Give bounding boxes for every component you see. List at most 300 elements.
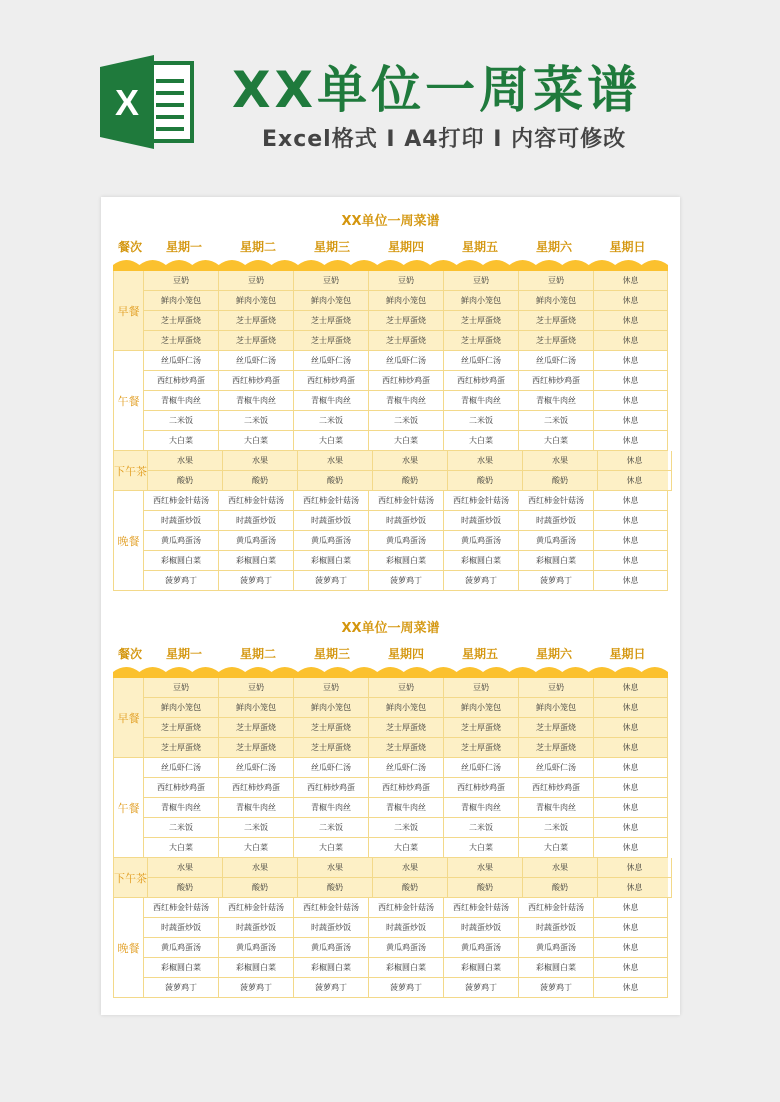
meal-label: 下午茶 [114,451,148,491]
meal-section [114,758,668,858]
dish-cell: 豆奶 [219,678,294,698]
dish-cell: 芝士厚蛋烧 [444,331,519,351]
table-row [144,411,668,431]
dish-cell: 黄瓜鸡蛋汤 [144,531,219,551]
dish-cell: 二米饭 [519,818,594,838]
table-row [144,838,668,858]
dish-cell: 休息 [594,778,668,798]
dish-cell: 芝士厚蛋烧 [219,331,294,351]
dish-cell: 丝瓜虾仁汤 [219,351,294,371]
meal-label: 早餐 [114,271,144,351]
dish-cell: 芝士厚蛋烧 [519,738,594,758]
menu-grid [113,678,668,998]
dish-cell: 休息 [594,938,668,958]
dish-cell: 丝瓜虾仁汤 [144,351,219,371]
dish-cell: 休息 [594,411,668,431]
dish-cell: 休息 [594,431,668,451]
menu-title: XX单位一周菜谱 [341,214,440,229]
table-row [144,738,668,758]
meal-section [114,858,668,898]
table-row [144,818,668,838]
dish-cell: 西红柿炒鸡蛋 [294,778,369,798]
meal-section [114,351,668,451]
dish-cell: 彩椒圆白菜 [144,551,219,571]
dish-cell: 豆奶 [519,678,594,698]
dish-cell: 鲜肉小笼包 [294,698,369,718]
dish-cell: 休息 [594,978,668,998]
header-day: 星期四 [387,646,424,661]
dish-cell: 时蔬蛋炒饭 [144,918,219,938]
header-day: 星期三 [313,646,350,661]
dish-cell: 芝士厚蛋烧 [219,718,294,738]
dish-cell: 时蔬蛋炒饭 [369,918,444,938]
dish-cell: 西红柿炒鸡蛋 [294,371,369,391]
header-day: 星期六 [535,239,572,254]
dish-cell: 芝士厚蛋烧 [294,331,369,351]
dish-cell: 时蔬蛋炒饭 [519,918,594,938]
dish-cell: 休息 [598,878,672,898]
dish-cell: 鲜肉小笼包 [219,698,294,718]
dish-cell: 芝士厚蛋烧 [444,311,519,331]
dish-cell: 西红柿炒鸡蛋 [219,778,294,798]
dish-cell: 酸奶 [223,471,298,491]
table-row [144,391,668,411]
dish-cell: 时蔬蛋炒饭 [144,511,219,531]
dish-cell: 丝瓜虾仁汤 [294,758,369,778]
dish-cell: 休息 [594,838,668,858]
dish-cell: 青椒牛肉丝 [519,391,594,411]
dish-cell: 水果 [223,858,298,878]
dish-cell: 芝士厚蛋烧 [219,738,294,758]
dish-cell: 西红柿金针菇汤 [144,898,219,918]
meal-section [114,491,668,591]
dish-cell: 鲜肉小笼包 [444,698,519,718]
dish-cell: 彩椒圆白菜 [219,958,294,978]
header-day: 星期三 [313,239,350,254]
dish-cell: 芝士厚蛋烧 [144,331,219,351]
meal-label: 午餐 [114,758,144,858]
dish-cell: 水果 [298,858,373,878]
dish-cell: 黄瓜鸡蛋汤 [294,938,369,958]
dish-cell: 休息 [594,311,668,331]
dish-cell: 芝士厚蛋烧 [519,718,594,738]
dish-cell: 休息 [594,531,668,551]
table-row [144,938,668,958]
excel-icon [100,55,196,149]
dish-cell: 黄瓜鸡蛋汤 [369,531,444,551]
dish-cell: 大白菜 [219,431,294,451]
dish-cell: 西红柿金针菇汤 [294,898,369,918]
header-day: 星期一 [165,646,202,661]
dish-cell: 彩椒圆白菜 [144,958,219,978]
header-day: 星期五 [461,646,498,661]
dish-cell: 鲜肉小笼包 [444,291,519,311]
table-row [144,718,668,738]
dish-cell: 丝瓜虾仁汤 [444,351,519,371]
dish-cell: 西红柿炒鸡蛋 [369,778,444,798]
dish-cell: 时蔬蛋炒饭 [444,511,519,531]
dish-cell: 西红柿金针菇汤 [369,491,444,511]
dish-cell: 鲜肉小笼包 [144,698,219,718]
dish-cell: 彩椒圆白菜 [519,551,594,571]
dish-cell: 水果 [298,451,373,471]
dish-cell: 休息 [594,718,668,738]
dish-cell: 休息 [594,351,668,371]
dish-cell: 时蔬蛋炒饭 [444,918,519,938]
dish-cell: 二米饭 [369,411,444,431]
dish-cell: 鲜肉小笼包 [219,291,294,311]
dish-cell: 豆奶 [444,271,519,291]
dish-cell: 大白菜 [369,838,444,858]
dish-cell: 丝瓜虾仁汤 [294,351,369,371]
dish-cell: 西红柿炒鸡蛋 [444,778,519,798]
dish-cell: 休息 [594,958,668,978]
page-title: XX单位一周菜谱 [232,61,642,119]
dish-cell: 大白菜 [294,431,369,451]
table-row [144,531,668,551]
dish-cell: 芝士厚蛋烧 [369,738,444,758]
dish-cell: 彩椒圆白菜 [294,958,369,978]
dish-cell: 西红柿炒鸡蛋 [444,371,519,391]
dish-cell: 西红柿炒鸡蛋 [369,371,444,391]
dish-cell: 菠萝鸡丁 [294,571,369,591]
dish-cell: 彩椒圆白菜 [219,551,294,571]
dish-cell: 西红柿炒鸡蛋 [144,371,219,391]
dish-cell: 大白菜 [519,838,594,858]
dish-cell: 芝士厚蛋烧 [294,738,369,758]
table-row [144,331,668,351]
dish-cell: 休息 [594,371,668,391]
banner [0,0,780,195]
dish-cell: 二米饭 [294,818,369,838]
excel-icon-letter: X [114,82,140,123]
dish-cell: 青椒牛肉丝 [369,798,444,818]
table-row [144,311,668,331]
dish-cell: 彩椒圆白菜 [519,958,594,978]
dish-cell: 菠萝鸡丁 [444,571,519,591]
dish-cell: 菠萝鸡丁 [519,978,594,998]
dish-cell: 休息 [594,391,668,411]
dish-cell: 酸奶 [148,471,223,491]
dish-cell: 芝士厚蛋烧 [144,718,219,738]
dish-cell: 豆奶 [144,678,219,698]
dish-cell: 时蔬蛋炒饭 [219,918,294,938]
dish-cell: 菠萝鸡丁 [294,978,369,998]
meal-section [114,678,668,758]
dish-cell: 水果 [448,858,523,878]
dish-cell: 休息 [594,898,668,918]
document-page [101,197,680,1015]
dish-cell: 酸奶 [448,471,523,491]
dish-cell: 休息 [594,271,668,291]
dish-cell: 休息 [598,858,672,878]
dish-cell: 酸奶 [523,471,598,491]
dish-cell: 鲜肉小笼包 [519,698,594,718]
dish-cell: 青椒牛肉丝 [519,798,594,818]
dish-cell: 时蔬蛋炒饭 [369,511,444,531]
dish-cell: 豆奶 [144,271,219,291]
dish-cell: 芝士厚蛋烧 [144,311,219,331]
dish-cell: 西红柿炒鸡蛋 [519,778,594,798]
dish-cell: 二米饭 [369,818,444,838]
dish-cell: 青椒牛肉丝 [294,798,369,818]
header-day: 星期六 [535,646,572,661]
dish-cell: 菠萝鸡丁 [444,978,519,998]
dish-cell: 芝士厚蛋烧 [294,311,369,331]
dish-cell: 丝瓜虾仁汤 [369,758,444,778]
menu-table [113,211,668,591]
table-row [144,758,668,778]
dish-cell: 休息 [594,571,668,591]
dish-cell: 丝瓜虾仁汤 [519,351,594,371]
dish-cell: 二米饭 [519,411,594,431]
dish-cell: 菠萝鸡丁 [144,978,219,998]
dish-cell: 芝士厚蛋烧 [144,738,219,758]
dish-cell: 黄瓜鸡蛋汤 [519,531,594,551]
dish-cell: 菠萝鸡丁 [369,571,444,591]
dish-cell: 豆奶 [294,271,369,291]
dish-cell: 黄瓜鸡蛋汤 [219,531,294,551]
dish-cell: 菠萝鸡丁 [219,571,294,591]
dish-cell: 大白菜 [294,838,369,858]
dish-cell: 西红柿金针菇汤 [444,898,519,918]
dish-cell: 休息 [594,678,668,698]
dish-cell: 西红柿炒鸡蛋 [144,778,219,798]
dish-cell: 酸奶 [373,471,448,491]
dish-cell: 水果 [148,451,223,471]
dish-cell: 时蔬蛋炒饭 [294,918,369,938]
dish-cell: 西红柿金针菇汤 [444,491,519,511]
dish-cell: 西红柿金针菇汤 [519,491,594,511]
dish-cell: 青椒牛肉丝 [444,798,519,818]
meal-label: 下午茶 [114,858,148,898]
dish-cell: 水果 [448,451,523,471]
dish-cell: 酸奶 [298,878,373,898]
dish-cell: 休息 [594,738,668,758]
dish-cell: 丝瓜虾仁汤 [519,758,594,778]
dish-cell: 鲜肉小笼包 [519,291,594,311]
dish-cell: 豆奶 [294,678,369,698]
table-row [144,291,668,311]
dish-cell: 鲜肉小笼包 [294,291,369,311]
table-row [144,511,668,531]
dish-cell: 黄瓜鸡蛋汤 [519,938,594,958]
meal-label: 午餐 [114,351,144,451]
header-meal: 餐次 [117,239,142,254]
dish-cell: 水果 [223,451,298,471]
dish-cell: 丝瓜虾仁汤 [144,758,219,778]
table-row [144,778,668,798]
header-day: 星期二 [239,239,276,254]
table-row [144,571,668,591]
table-row [144,271,668,291]
dish-cell: 西红柿金针菇汤 [219,491,294,511]
dish-cell: 鲜肉小笼包 [144,291,219,311]
dish-cell: 芝士厚蛋烧 [294,718,369,738]
dish-cell: 黄瓜鸡蛋汤 [294,531,369,551]
dish-cell: 大白菜 [369,431,444,451]
dish-cell: 丝瓜虾仁汤 [369,351,444,371]
dish-cell: 二米饭 [219,818,294,838]
table-row [148,471,672,491]
dish-cell: 二米饭 [144,411,219,431]
dish-cell: 酸奶 [148,878,223,898]
dish-cell: 芝士厚蛋烧 [369,311,444,331]
table-row [144,918,668,938]
menu-header-row [113,233,668,259]
dish-cell: 西红柿炒鸡蛋 [219,371,294,391]
dish-cell: 青椒牛肉丝 [219,391,294,411]
dish-cell: 时蔬蛋炒饭 [519,511,594,531]
dish-cell: 休息 [598,451,672,471]
dish-cell: 菠萝鸡丁 [369,978,444,998]
dish-cell: 酸奶 [223,878,298,898]
meal-section [114,271,668,351]
dish-cell: 丝瓜虾仁汤 [219,758,294,778]
dish-cell: 休息 [594,798,668,818]
dish-cell: 休息 [594,818,668,838]
table-row [148,878,672,898]
dish-cell: 黄瓜鸡蛋汤 [144,938,219,958]
dish-cell: 二米饭 [144,818,219,838]
dish-cell: 时蔬蛋炒饭 [219,511,294,531]
dish-cell: 青椒牛肉丝 [369,391,444,411]
dish-cell: 芝士厚蛋烧 [369,331,444,351]
dish-cell: 彩椒圆白菜 [369,551,444,571]
dish-cell: 豆奶 [369,271,444,291]
dish-cell: 豆奶 [444,678,519,698]
table-row [144,978,668,998]
dish-cell: 酸奶 [373,878,448,898]
dish-cell: 水果 [373,858,448,878]
dish-cell: 丝瓜虾仁汤 [444,758,519,778]
dish-cell: 休息 [594,291,668,311]
table-row [144,491,668,511]
table-row [144,431,668,451]
dish-cell: 菠萝鸡丁 [144,571,219,591]
dish-cell: 大白菜 [144,838,219,858]
table-row [148,451,672,471]
table-row [144,798,668,818]
dish-cell: 酸奶 [523,878,598,898]
dish-cell: 休息 [594,758,668,778]
dish-cell: 水果 [373,451,448,471]
scallop-divider [113,666,668,678]
dish-cell: 菠萝鸡丁 [519,571,594,591]
header-day: 星期日 [609,239,646,254]
dish-cell: 豆奶 [219,271,294,291]
menu-table [113,618,668,998]
dish-cell: 青椒牛肉丝 [144,798,219,818]
dish-cell: 休息 [594,331,668,351]
table-row [144,678,668,698]
dish-cell: 二米饭 [444,818,519,838]
dish-cell: 彩椒圆白菜 [444,958,519,978]
dish-cell: 休息 [594,511,668,531]
dish-cell: 大白菜 [519,431,594,451]
dish-cell: 水果 [523,451,598,471]
dish-cell: 豆奶 [519,271,594,291]
dish-cell: 青椒牛肉丝 [219,798,294,818]
meal-section [114,898,668,998]
table-row [144,958,668,978]
menu-header-row [113,640,668,666]
meal-section [114,451,668,491]
dish-cell: 菠萝鸡丁 [219,978,294,998]
dish-cell: 休息 [598,471,672,491]
table-row [144,698,668,718]
table-row [144,371,668,391]
dish-cell: 大白菜 [219,838,294,858]
dish-cell: 彩椒圆白菜 [294,551,369,571]
header-day: 星期一 [165,239,202,254]
dish-cell: 西红柿金针菇汤 [219,898,294,918]
meal-label: 晚餐 [114,898,144,998]
page-subtitle: Excel格式 I A4打印 I 内容可修改 [262,127,627,152]
header-day: 星期五 [461,239,498,254]
dish-cell: 二米饭 [444,411,519,431]
dish-cell: 西红柿金针菇汤 [369,898,444,918]
dish-cell: 青椒牛肉丝 [444,391,519,411]
dish-cell: 芝士厚蛋烧 [519,331,594,351]
dish-cell: 西红柿金针菇汤 [144,491,219,511]
dish-cell: 彩椒圆白菜 [444,551,519,571]
dish-cell: 芝士厚蛋烧 [444,738,519,758]
dish-cell: 青椒牛肉丝 [144,391,219,411]
header-day: 星期日 [609,646,646,661]
dish-cell: 青椒牛肉丝 [294,391,369,411]
dish-cell: 芝士厚蛋烧 [444,718,519,738]
dish-cell: 水果 [148,858,223,878]
scallop-divider [113,259,668,271]
dish-cell: 鲜肉小笼包 [369,698,444,718]
dish-cell: 黄瓜鸡蛋汤 [219,938,294,958]
dish-cell: 黄瓜鸡蛋汤 [444,938,519,958]
table-row [148,858,672,878]
table-row [144,351,668,371]
dish-cell: 二米饭 [219,411,294,431]
dish-cell: 鲜肉小笼包 [369,291,444,311]
dish-cell: 酸奶 [298,471,373,491]
menu-title: XX单位一周菜谱 [341,621,440,636]
header-meal: 餐次 [117,646,142,661]
dish-cell: 芝士厚蛋烧 [219,311,294,331]
header-day: 星期二 [239,646,276,661]
dish-cell: 二米饭 [294,411,369,431]
dish-cell: 西红柿金针菇汤 [519,898,594,918]
header-day: 星期四 [387,239,424,254]
table-row [144,551,668,571]
table-row [144,898,668,918]
dish-cell: 休息 [594,918,668,938]
dish-cell: 芝士厚蛋烧 [519,311,594,331]
dish-cell: 黄瓜鸡蛋汤 [369,938,444,958]
dish-cell: 芝士厚蛋烧 [369,718,444,738]
dish-cell: 大白菜 [144,431,219,451]
dish-cell: 豆奶 [369,678,444,698]
meal-label: 早餐 [114,678,144,758]
dish-cell: 大白菜 [444,838,519,858]
dish-cell: 时蔬蛋炒饭 [294,511,369,531]
dish-cell: 酸奶 [448,878,523,898]
dish-cell: 大白菜 [444,431,519,451]
dish-cell: 西红柿炒鸡蛋 [519,371,594,391]
dish-cell: 休息 [594,551,668,571]
dish-cell: 水果 [523,858,598,878]
menu-grid [113,271,668,591]
dish-cell: 休息 [594,698,668,718]
dish-cell: 休息 [594,491,668,511]
